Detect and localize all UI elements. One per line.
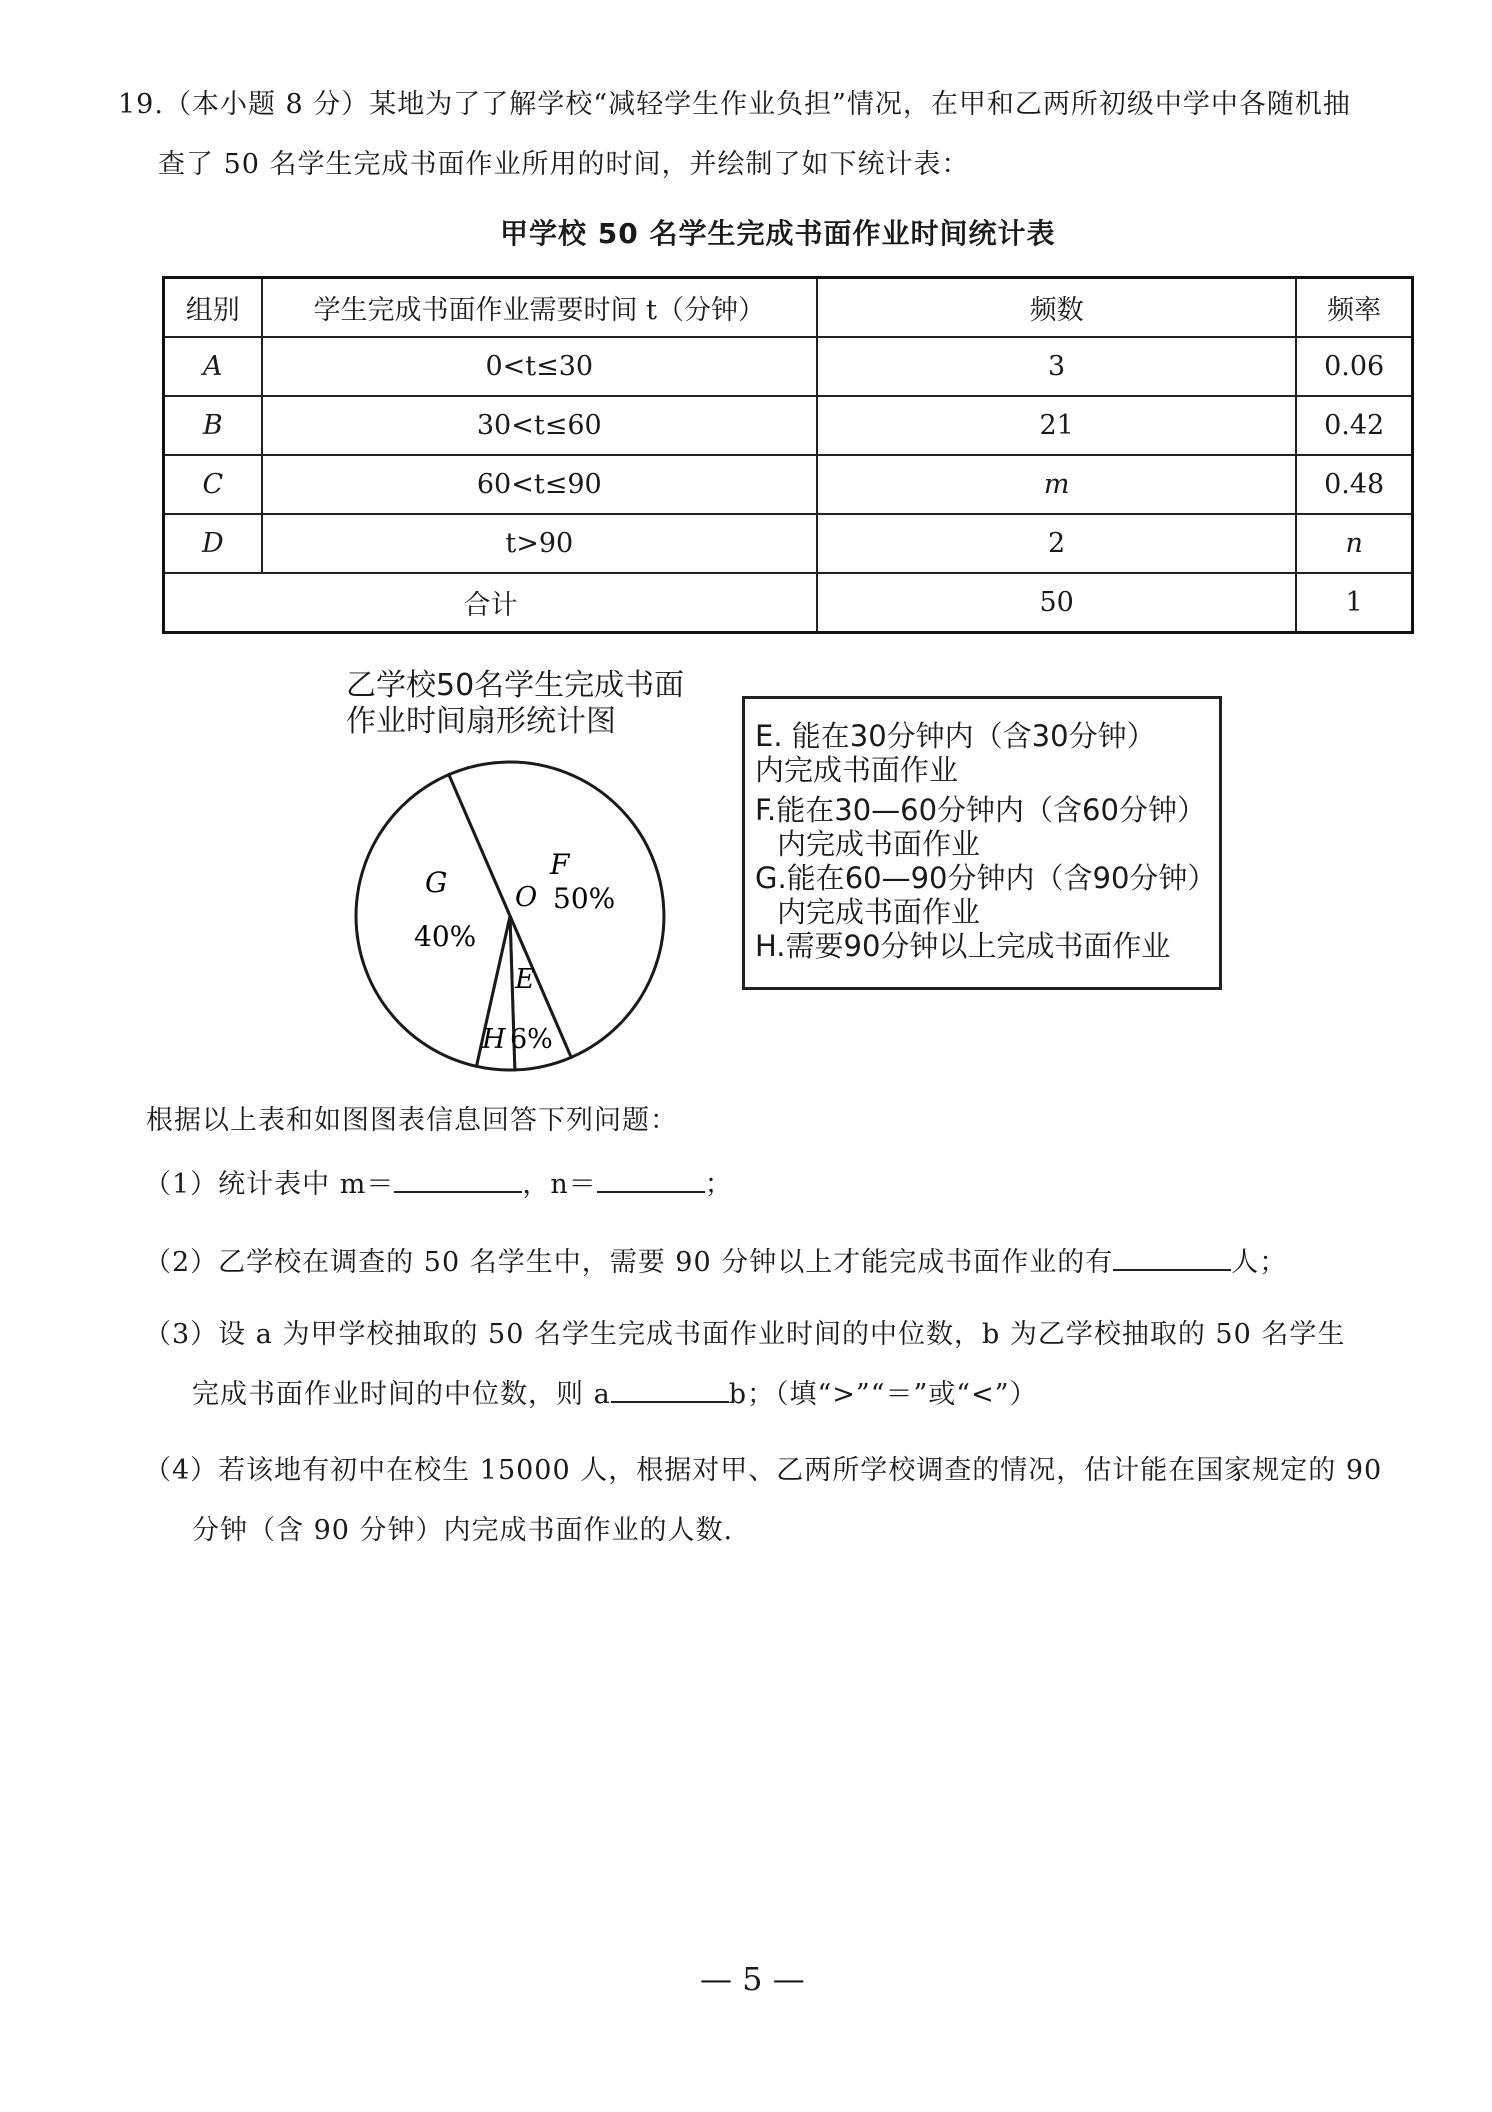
question-4-line-1: （4）若该地有初中在校生 15000 人，根据对甲、乙两所学校调查的情况，估计能在国家规定的 90 — [144, 1455, 1383, 1486]
page-number: — 5 — — [700, 1960, 805, 1998]
legend-f-line-1: F.能在30—60分钟内（含60分钟） — [755, 793, 1206, 827]
q1-text-end: ； — [704, 1169, 733, 1200]
question-4-line-2: 分钟（含 90 分钟）内完成书面作业的人数. — [192, 1515, 734, 1546]
cell-range: t>90 — [262, 514, 817, 573]
question-line-2: 查了 50 名学生完成书面作业所用的时间，并绘制了如下统计表： — [158, 149, 970, 180]
cell-range: 60<t≤90 — [262, 455, 817, 514]
header-time: 学生完成书面作业需要时间 t（分钟） — [262, 278, 817, 338]
header-frequency: 频数 — [817, 278, 1296, 338]
pie-label-G-percent: 40% — [414, 920, 477, 953]
question-3-line-1: （3）设 a 为甲学校抽取的 50 名学生完成书面作业时间的中位数，b 为乙学校抽取的 50 名学生 — [144, 1319, 1346, 1350]
pie-chart — [350, 756, 670, 1076]
cell-rate: 0.06 — [1296, 337, 1412, 396]
pie-legend-box — [742, 696, 1222, 990]
table-total-row — [164, 573, 1413, 633]
cell-freq: 3 — [817, 337, 1296, 396]
cell-rate: n — [1296, 514, 1412, 573]
pie-title-line-1: 乙学校50名学生完成书面 — [346, 668, 685, 703]
table-title: 甲学校 50 名学生完成书面作业时间统计表 — [500, 217, 1056, 250]
pie-label-F-percent: 50% — [553, 882, 616, 915]
pie-label-F: F — [550, 848, 570, 881]
q3-text-end: b；（填“>”“＝”或“<”） — [728, 1379, 1038, 1410]
header-rate: 频率 — [1296, 278, 1412, 338]
q1-text-n: ，n＝ — [522, 1169, 597, 1200]
table-header-row — [164, 278, 1413, 338]
q2-text-end: 人； — [1231, 1247, 1288, 1278]
answer-blank-m[interactable] — [394, 1167, 522, 1193]
cell-group: A — [164, 337, 262, 396]
table-row — [164, 455, 1413, 514]
pie-label-E-percent: 6% — [510, 1024, 553, 1055]
pie-title — [346, 668, 684, 740]
legend-f-line-2: 内完成书面作业 — [777, 827, 981, 861]
answer-blank-q3[interactable] — [611, 1377, 729, 1403]
q3-text: 完成书面作业时间的中位数，则 a — [192, 1379, 611, 1410]
question-1 — [144, 1162, 733, 1201]
cell-group: D — [164, 514, 262, 573]
cell-rate: 0.48 — [1296, 455, 1412, 514]
legend-e-line-1: E. 能在30分钟内（含30分钟） — [755, 719, 1156, 753]
question-2 — [144, 1240, 1287, 1279]
pie-label-E: E — [515, 964, 535, 995]
cell-rate: 0.42 — [1296, 396, 1412, 455]
pie-title-line-2: 作业时间扇形统计图 — [346, 704, 616, 739]
cell-range: 30<t≤60 — [262, 396, 817, 455]
cell-freq: 21 — [817, 396, 1296, 455]
total-label: 合计 — [164, 573, 817, 633]
cell-group: C — [164, 455, 262, 514]
pie-label-O: O — [515, 882, 538, 913]
legend-h-line: H.需要90分钟以上完成书面作业 — [755, 929, 1171, 963]
cell-freq: m — [817, 455, 1296, 514]
stat-table — [162, 276, 1414, 634]
pie-label-H: H — [482, 1024, 506, 1055]
cell-range: 0<t≤30 — [262, 337, 817, 396]
cell-group: B — [164, 396, 262, 455]
table-row — [164, 396, 1413, 455]
table-row — [164, 514, 1413, 573]
legend-e-line-2: 内完成书面作业 — [755, 753, 959, 787]
answer-blank-n[interactable] — [597, 1167, 705, 1193]
total-freq: 50 — [817, 573, 1296, 633]
header-group: 组别 — [164, 278, 262, 338]
question-line-1: 19.（本小题 8 分）某地为了了解学校“减轻学生作业负担”情况，在甲和乙两所初级中学中各随机抽 — [118, 89, 1351, 120]
legend-g-line-1: G.能在60—90分钟内（含90分钟） — [755, 861, 1217, 895]
q1-text-m: （1）统计表中 m＝ — [144, 1169, 395, 1200]
questions-intro: 根据以上表和如图图表信息回答下列问题： — [146, 1105, 678, 1136]
pie-label-G: G — [425, 866, 448, 899]
q2-text: （2）乙学校在调查的 50 名学生中，需要 90 分钟以上才能完成书面作业的有 — [144, 1247, 1114, 1278]
answer-blank-q2[interactable] — [1113, 1245, 1231, 1271]
question-3-line-2 — [192, 1372, 1038, 1411]
cell-freq: 2 — [817, 514, 1296, 573]
total-rate: 1 — [1296, 573, 1412, 633]
legend-g-line-2: 内完成书面作业 — [777, 895, 981, 929]
table-row — [164, 337, 1413, 396]
